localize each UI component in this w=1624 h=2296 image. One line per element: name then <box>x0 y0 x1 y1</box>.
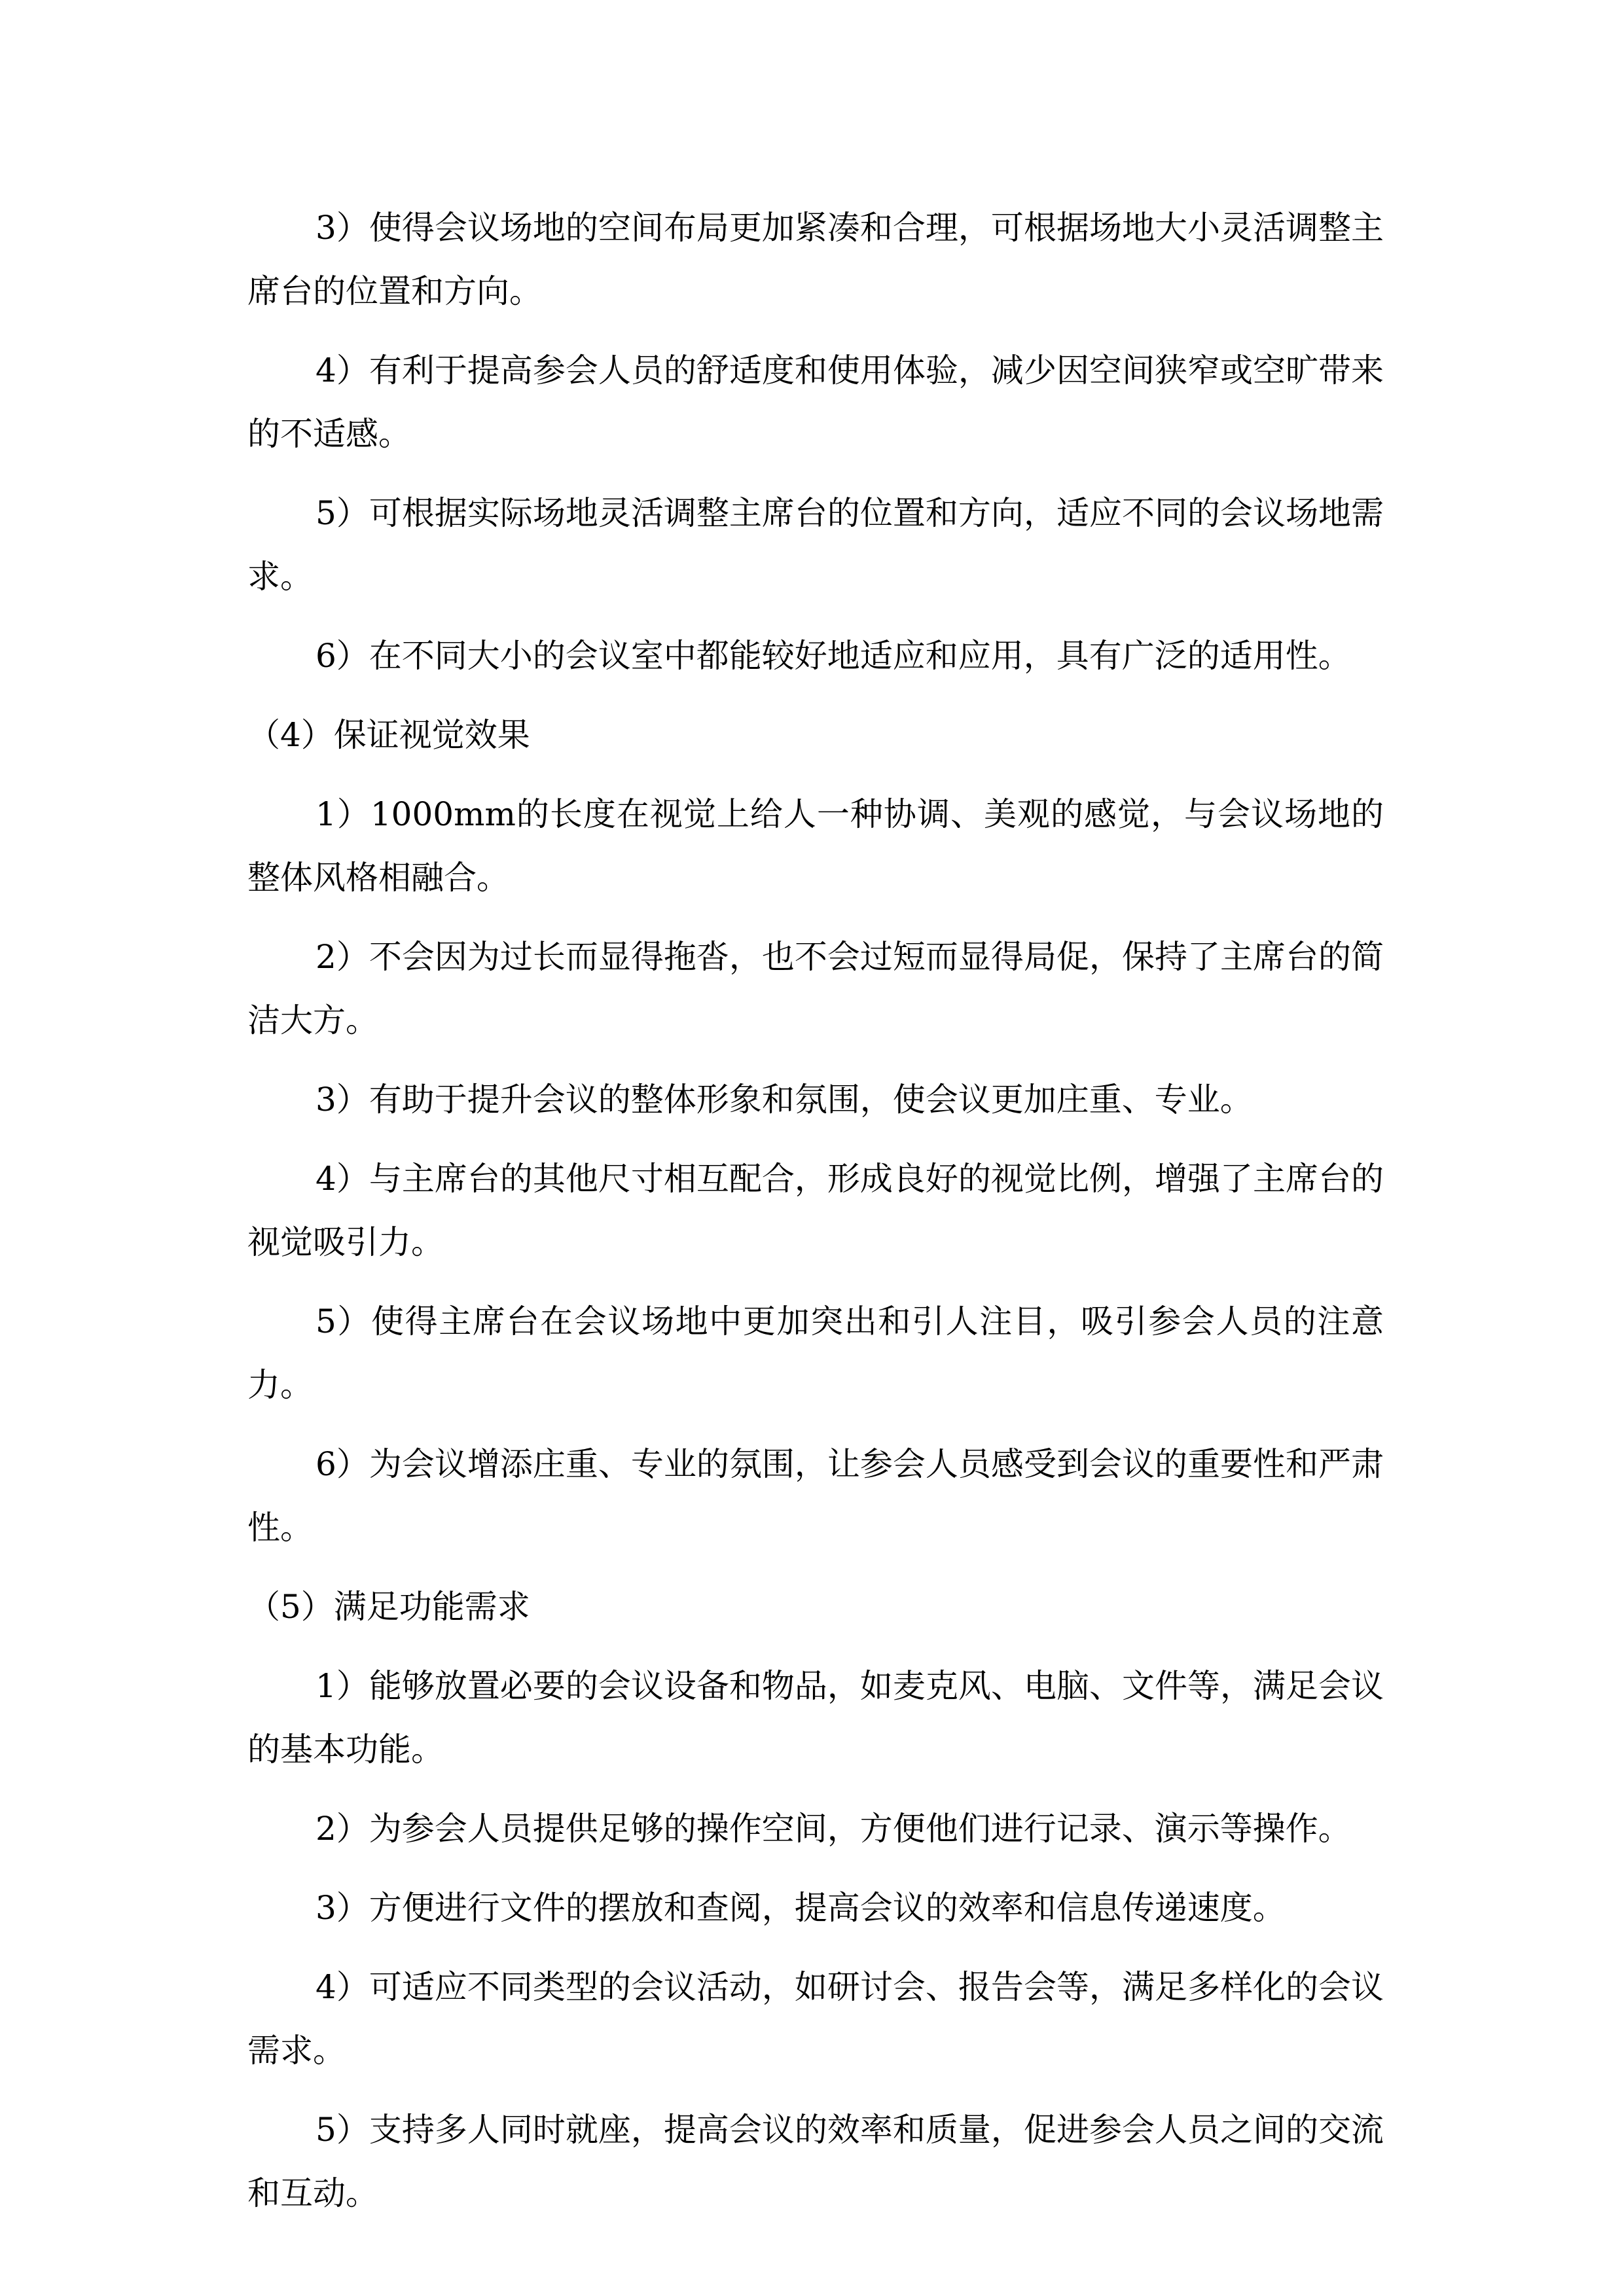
list-paragraph: 2）不会因为过长而显得拖沓，也不会过短而显得局促，保持了主席台的简洁大方。 <box>247 938 1384 1039</box>
list-paragraph: 4）可适应不同类型的会议活动，如研讨会、报告会等，满足多样化的会议需求。 <box>247 1968 1384 2070</box>
list-paragraph: 5）可根据实际场地灵活调整主席台的位置和方向，适应不同的会议场地需求。 <box>247 494 1384 596</box>
list-paragraph: 2）为参会人员提供足够的操作空间，方便他们进行记录、演示等操作。 <box>316 1810 1351 1848</box>
list-paragraph: 3）方便进行文件的摆放和查阅，提高会议的效率和信息传递速度。 <box>316 1889 1286 1927</box>
list-paragraph: 5）支持多人同时就座，提高会议的效率和质量，促进参会人员之间的交流和互动。 <box>247 2111 1384 2212</box>
list-paragraph: 3）有助于提升会议的整体形象和氛围，使会议更加庄重、专业。 <box>316 1081 1253 1119</box>
section-heading: （5）满足功能需求 <box>247 1588 530 1626</box>
document-body <box>247 196 1384 2241</box>
list-paragraph: 5）使得主席台在会议场地中更加突出和引人注目，吸引参会人员的注意力。 <box>247 1302 1384 1404</box>
list-paragraph: 6）为会议增添庄重、专业的氛围，让参会人员感受到会议的重要性和严肃性。 <box>247 1445 1384 1547</box>
list-paragraph: 6）在不同大小的会议室中都能较好地适应和应用，具有广泛的适用性。 <box>316 637 1351 675</box>
list-paragraph: 1）1000mm的长度在视觉上给人一种协调、美观的感觉，与会议场地的整体风格相融合。 <box>247 795 1384 897</box>
list-paragraph: 4）有利于提高参会人员的舒适度和使用体验，减少因空间狭窄或空旷带来的不适感。 <box>247 351 1384 453</box>
section-heading: （4）保证视觉效果 <box>247 716 530 754</box>
list-paragraph: 4）与主席台的其他尺寸相互配合，形成良好的视觉比例，增强了主席台的视觉吸引力。 <box>247 1160 1384 1261</box>
list-paragraph: 1）能够放置必要的会议设备和物品，如麦克风、电脑、文件等，满足会议的基本功能。 <box>247 1667 1384 1768</box>
list-paragraph: 3）使得会议场地的空间布局更加紧凑和合理，可根据场地大小灵活调整主席台的位置和方向。 <box>247 209 1384 310</box>
